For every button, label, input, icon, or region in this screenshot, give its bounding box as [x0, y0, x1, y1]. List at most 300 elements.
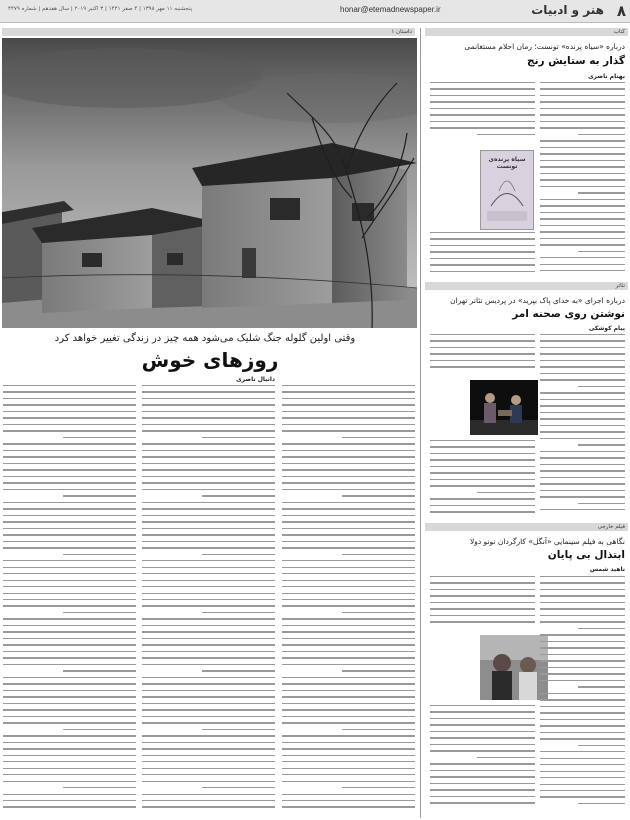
cinema-label: فیلم خارجی — [597, 524, 625, 530]
text-line — [142, 430, 275, 431]
text-line — [3, 456, 136, 457]
page-number: ۸ — [616, 2, 626, 20]
text-line — [282, 567, 415, 568]
text-line — [142, 560, 275, 561]
text-line — [3, 593, 136, 594]
text-line — [282, 768, 415, 769]
text-line — [282, 489, 415, 490]
text-line — [430, 731, 535, 732]
text-line — [540, 173, 625, 174]
text-line — [540, 738, 625, 739]
text-line — [430, 589, 535, 590]
text-line — [282, 417, 415, 418]
text-line — [3, 690, 136, 691]
text-line — [540, 360, 625, 361]
text-line — [3, 664, 136, 665]
text-line — [540, 244, 625, 245]
text-line — [430, 114, 535, 115]
text-line — [142, 391, 275, 392]
books-label: کتاب — [613, 29, 625, 35]
text-line — [142, 528, 275, 529]
text-line — [282, 722, 415, 723]
text-line — [430, 750, 535, 751]
page-header — [0, 0, 630, 23]
text-line — [3, 443, 136, 444]
text-line — [430, 453, 535, 454]
text-line — [578, 503, 625, 504]
text-line — [3, 618, 136, 619]
text-line — [430, 783, 535, 784]
text-line — [63, 787, 136, 788]
text-line — [540, 725, 625, 726]
text-line — [540, 199, 625, 200]
text-line — [142, 677, 275, 678]
book-cover-title: سیاه پرنده‌ی تونست — [488, 156, 526, 170]
main-article-author: دانیال ناصری — [236, 376, 275, 383]
text-line — [3, 774, 136, 775]
article1-text-column-1 — [540, 82, 625, 278]
text-line — [63, 437, 136, 438]
text-line — [540, 457, 625, 458]
text-line — [3, 580, 136, 581]
theatre-label-bar — [425, 282, 628, 290]
text-line — [142, 703, 275, 704]
text-line — [142, 567, 275, 568]
text-line — [578, 628, 625, 629]
text-line — [63, 729, 136, 730]
text-line — [3, 515, 136, 516]
text-line — [3, 463, 136, 464]
text-line — [3, 586, 136, 587]
text-line — [430, 582, 535, 583]
text-line — [3, 755, 136, 756]
text-line — [282, 547, 415, 548]
text-line — [540, 147, 625, 148]
text-line — [142, 716, 275, 717]
article1-kicker: درباره «سیاه پرنده» تونست؛ رمان احلام مستغانمی — [464, 42, 625, 51]
text-line — [540, 186, 625, 187]
text-line — [430, 505, 535, 506]
text-line — [3, 476, 136, 477]
book-cover — [480, 150, 534, 230]
text-line — [540, 399, 625, 400]
text-line — [540, 634, 625, 635]
text-line — [282, 573, 415, 574]
text-line — [430, 479, 535, 480]
text-line — [282, 664, 415, 665]
text-line — [430, 366, 535, 367]
text-line — [540, 660, 625, 661]
text-line — [142, 424, 275, 425]
text-line — [430, 615, 535, 616]
text-line — [3, 806, 136, 807]
main-text-column-2 — [142, 385, 275, 815]
text-line — [540, 477, 625, 478]
text-line — [540, 764, 625, 765]
article3-text-column-2a — [430, 576, 535, 631]
text-line — [540, 340, 625, 341]
text-line — [142, 800, 275, 801]
text-line — [430, 608, 535, 609]
text-line — [430, 744, 535, 745]
text-line — [3, 742, 136, 743]
text-line — [282, 528, 415, 529]
text-line — [142, 417, 275, 418]
text-line — [540, 334, 625, 335]
text-line — [430, 789, 535, 790]
text-line — [282, 755, 415, 756]
text-line — [282, 657, 415, 658]
text-line — [430, 340, 535, 341]
text-line — [142, 644, 275, 645]
text-line — [202, 554, 275, 555]
text-line — [430, 101, 535, 102]
article1-author: بهنام ناصری — [588, 73, 625, 80]
text-line — [3, 541, 136, 542]
text-line — [282, 644, 415, 645]
text-line — [142, 580, 275, 581]
text-line — [540, 615, 625, 616]
text-line — [3, 651, 136, 652]
text-line — [142, 631, 275, 632]
text-line — [3, 424, 136, 425]
text-line — [142, 651, 275, 652]
text-line — [142, 605, 275, 606]
text-line — [540, 771, 625, 772]
text-line — [430, 718, 535, 719]
text-line — [63, 612, 136, 613]
text-line — [282, 683, 415, 684]
text-line — [3, 625, 136, 626]
text-line — [540, 699, 625, 700]
text-line — [540, 483, 625, 484]
text-line — [540, 608, 625, 609]
text-line — [3, 722, 136, 723]
text-line — [142, 690, 275, 691]
article3-author: ناهید شمس — [589, 566, 625, 573]
text-line — [430, 621, 535, 622]
text-line — [282, 404, 415, 405]
text-line — [3, 761, 136, 762]
article2-text-column-2a — [430, 334, 535, 376]
text-line — [282, 703, 415, 704]
text-line — [540, 121, 625, 122]
text-line — [282, 794, 415, 795]
text-line — [342, 495, 415, 496]
text-line — [430, 88, 535, 89]
text-line — [282, 605, 415, 606]
text-line — [282, 774, 415, 775]
text-line — [540, 270, 625, 271]
text-line — [540, 431, 625, 432]
text-line — [430, 802, 535, 803]
text-line — [430, 472, 535, 473]
cinema-photo-art — [480, 635, 548, 700]
text-line — [540, 595, 625, 596]
text-line — [540, 680, 625, 681]
text-line — [142, 774, 275, 775]
text-line — [282, 742, 415, 743]
article2-text-column-1 — [540, 334, 625, 519]
text-line — [3, 748, 136, 749]
text-line — [540, 732, 625, 733]
text-line — [3, 469, 136, 470]
theatre-label: تئاتر — [615, 283, 625, 289]
text-line — [202, 612, 275, 613]
text-line — [142, 761, 275, 762]
text-line — [142, 586, 275, 587]
text-line — [540, 212, 625, 213]
text-line — [142, 482, 275, 483]
text-line — [540, 425, 625, 426]
text-line — [142, 696, 275, 697]
text-line — [540, 647, 625, 648]
text-line — [282, 593, 415, 594]
text-line — [3, 521, 136, 522]
text-line — [3, 599, 136, 600]
text-line — [282, 430, 415, 431]
text-line — [3, 528, 136, 529]
issue-date: پنجشنبه ۱۱ مهر ۱۳۹۸ | ۴ صفر ۱۴۴۱ | ۳ اکتبر ۲۰۱۹ | سال هفدهم | شماره ۴۴۷۹ — [8, 6, 193, 12]
text-line — [3, 657, 136, 658]
text-line — [540, 438, 625, 439]
text-line — [540, 101, 625, 102]
text-line — [578, 444, 625, 445]
text-line — [282, 735, 415, 736]
text-line — [540, 114, 625, 115]
text-line — [3, 800, 136, 801]
text-line — [578, 134, 625, 135]
text-line — [142, 657, 275, 658]
text-line — [282, 391, 415, 392]
text-line — [282, 521, 415, 522]
text-line — [477, 757, 535, 758]
text-line — [430, 95, 535, 96]
text-line — [540, 796, 625, 797]
text-line — [282, 781, 415, 782]
text-line — [430, 711, 535, 712]
text-line — [540, 95, 625, 96]
text-line — [540, 451, 625, 452]
text-line — [430, 511, 535, 512]
text-line — [430, 347, 535, 348]
text-line — [342, 612, 415, 613]
text-line — [142, 469, 275, 470]
text-line — [282, 586, 415, 587]
text-line — [578, 192, 625, 193]
text-line — [540, 719, 625, 720]
text-line — [578, 251, 625, 252]
text-line — [430, 353, 535, 354]
text-line — [282, 696, 415, 697]
text-line — [540, 496, 625, 497]
text-line — [430, 271, 535, 272]
text-line — [3, 781, 136, 782]
text-line — [63, 670, 136, 671]
theatre-photo-art — [470, 380, 538, 435]
article2-title: نوشتن روی صحنه امر — [512, 308, 625, 320]
text-line — [540, 777, 625, 778]
text-line — [142, 547, 275, 548]
text-line — [282, 541, 415, 542]
text-line — [540, 758, 625, 759]
text-line — [540, 490, 625, 491]
section-email: honar@etemadnewspaper.ir — [340, 5, 441, 14]
text-line — [142, 489, 275, 490]
text-line — [142, 781, 275, 782]
text-line — [540, 509, 625, 510]
text-line — [3, 547, 136, 548]
text-line — [282, 638, 415, 639]
text-line — [430, 705, 535, 706]
text-line — [142, 456, 275, 457]
text-line — [142, 534, 275, 535]
text-line — [282, 515, 415, 516]
text-line — [142, 411, 275, 412]
text-line — [142, 683, 275, 684]
text-line — [430, 82, 535, 83]
text-line — [540, 621, 625, 622]
cinema-photo — [480, 635, 548, 700]
text-line — [142, 735, 275, 736]
text-line — [540, 790, 625, 791]
text-line — [540, 412, 625, 413]
text-line — [540, 673, 625, 674]
text-line — [3, 417, 136, 418]
text-line — [342, 787, 415, 788]
text-line — [142, 709, 275, 710]
article1-title: گذار به ستایش رنج — [527, 55, 625, 67]
text-line — [540, 589, 625, 590]
text-line — [540, 667, 625, 668]
text-line — [282, 443, 415, 444]
text-line — [3, 794, 136, 795]
text-line — [3, 644, 136, 645]
text-line — [540, 238, 625, 239]
cinema-label-bar — [425, 523, 628, 531]
text-line — [430, 251, 535, 252]
article3-text-column-2b — [430, 705, 535, 815]
text-line — [282, 761, 415, 762]
towers-photo-illustration — [2, 38, 417, 328]
text-line — [578, 745, 625, 746]
text-line — [540, 464, 625, 465]
text-line — [3, 430, 136, 431]
text-line — [3, 489, 136, 490]
text-line — [3, 534, 136, 535]
text-line — [540, 160, 625, 161]
text-line — [3, 709, 136, 710]
text-line — [540, 602, 625, 603]
text-line — [282, 560, 415, 561]
text-line — [540, 166, 625, 167]
main-article-kicker: وقتی اولین گلوله جنگ شلیک می‌شود همه چیز در زندگی تغییر خواهد کرد — [54, 333, 356, 344]
text-line — [540, 353, 625, 354]
text-line — [540, 347, 625, 348]
text-line — [3, 482, 136, 483]
text-line — [3, 391, 136, 392]
text-line — [3, 560, 136, 561]
text-line — [540, 751, 625, 752]
text-line — [540, 784, 625, 785]
text-line — [540, 654, 625, 655]
text-line — [142, 664, 275, 665]
text-line — [282, 534, 415, 535]
text-line — [430, 602, 535, 603]
text-line — [540, 712, 625, 713]
text-line — [142, 748, 275, 749]
text-line — [430, 576, 535, 577]
text-line — [142, 573, 275, 574]
text-line — [430, 232, 535, 233]
text-line — [540, 231, 625, 232]
text-line — [430, 770, 535, 771]
text-line — [540, 706, 625, 707]
text-line — [540, 641, 625, 642]
text-line — [63, 554, 136, 555]
text-line — [540, 179, 625, 180]
main-text-column-1 — [282, 385, 415, 815]
text-line — [578, 803, 625, 804]
article3-text-column-1 — [540, 576, 625, 816]
text-line — [477, 492, 535, 493]
text-line — [142, 508, 275, 509]
text-line — [282, 690, 415, 691]
text-line — [202, 670, 275, 671]
text-line — [430, 595, 535, 596]
text-line — [477, 134, 535, 135]
article3-title: ابتذال بی پایان — [547, 549, 625, 561]
text-line — [540, 225, 625, 226]
text-line — [430, 238, 535, 239]
text-line — [540, 576, 625, 577]
books-label-bar — [425, 28, 628, 36]
text-line — [282, 482, 415, 483]
text-line — [282, 800, 415, 801]
text-line — [282, 476, 415, 477]
text-line — [282, 469, 415, 470]
text-line — [142, 742, 275, 743]
text-line — [3, 735, 136, 736]
text-line — [142, 476, 275, 477]
text-line — [142, 722, 275, 723]
text-line — [142, 794, 275, 795]
text-line — [202, 437, 275, 438]
text-line — [282, 618, 415, 619]
text-line — [3, 683, 136, 684]
text-line — [430, 121, 535, 122]
text-line — [282, 716, 415, 717]
main-text-column-3 — [3, 385, 136, 815]
text-line — [3, 605, 136, 606]
text-line — [540, 108, 625, 109]
text-line — [342, 670, 415, 671]
text-line — [3, 385, 136, 386]
text-line — [540, 264, 625, 265]
text-line — [142, 625, 275, 626]
text-line — [3, 703, 136, 704]
text-line — [430, 360, 535, 361]
text-line — [282, 398, 415, 399]
text-line — [430, 245, 535, 246]
text-line — [430, 459, 535, 460]
text-line — [540, 140, 625, 141]
text-line — [540, 257, 625, 258]
text-line — [142, 768, 275, 769]
article2-kicker: درباره اجرای «به خدای پاک بپرید» در پردیس تئاتر تهران — [450, 296, 625, 305]
text-line — [142, 541, 275, 542]
section-title: هنر و ادبیات — [531, 3, 604, 17]
